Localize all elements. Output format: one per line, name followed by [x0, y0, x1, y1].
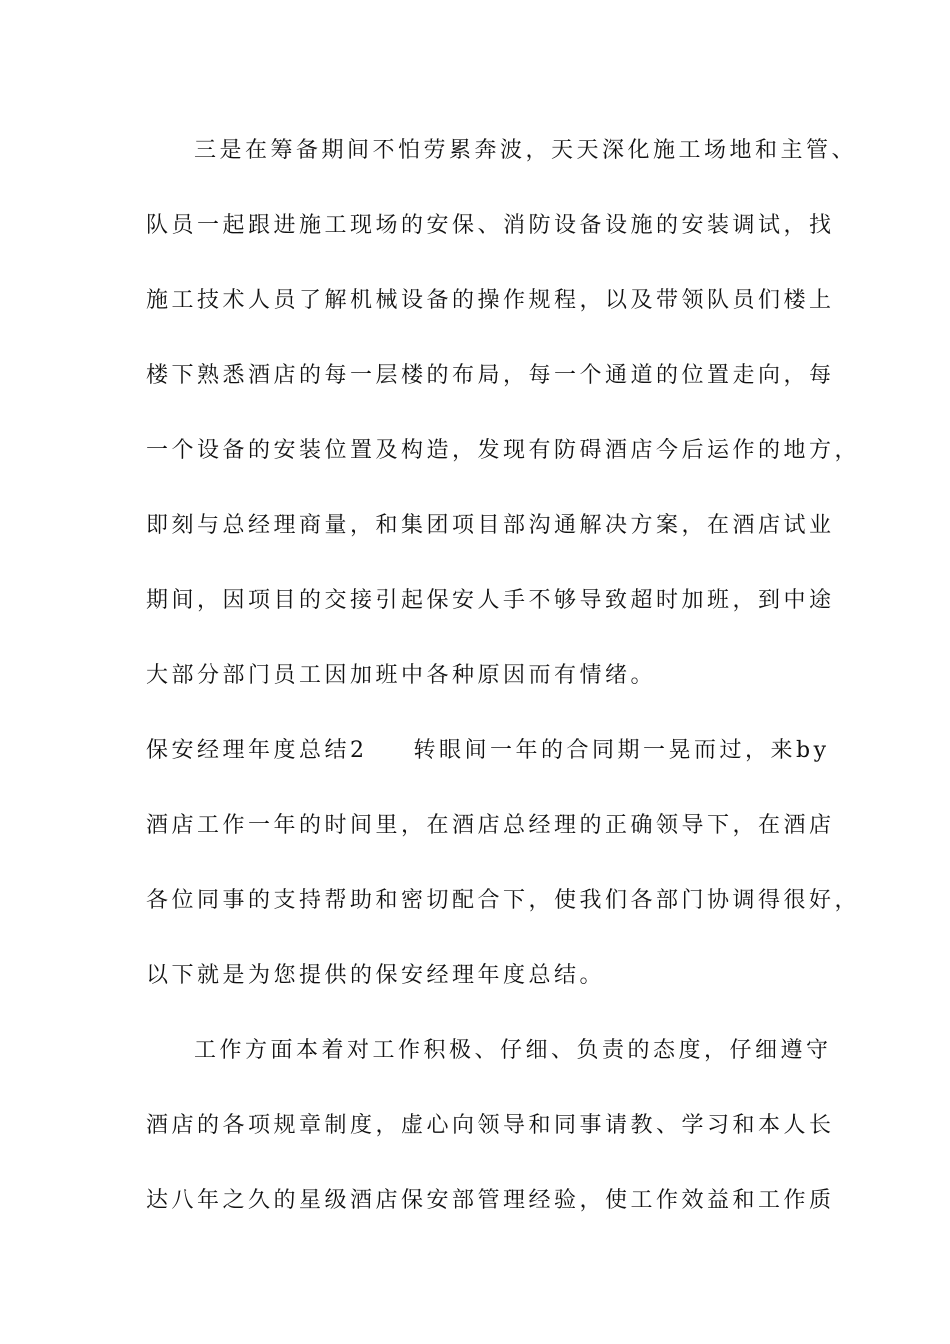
text-line: 各位同事的支持帮助和密切配合下，使我们各部门协调得很好， — [146, 888, 861, 913]
section-first-text: 转眼间一年的合同期一晃而过，来by — [413, 738, 830, 763]
section-heading-line — [146, 737, 836, 765]
text-line: 楼下熟悉酒店的每一层楼的布局，每一个通道的位置走向，每 — [146, 363, 835, 388]
text-line: 三是在筹备期间不怕劳累奔波，天天深化施工场地和主管、 — [194, 138, 858, 163]
text-line: 达八年之久的星级酒店保安部管理经验，使工作效益和工作质 — [146, 1188, 835, 1213]
text-line: 一个设备的安装位置及构造，发现有防碍酒店今后运作的地方， — [146, 438, 861, 463]
text-line: 施工技术人员了解机械设备的操作规程，以及带领队员们楼上 — [146, 288, 835, 313]
text-line: 队员一起跟进施工现场的安保、消防设备设施的安装调试，找 — [146, 213, 835, 238]
text-line: 即刻与总经理商量，和集团项目部沟通解决方案，在酒店试业 — [146, 513, 835, 538]
text-line: 工作方面本着对工作积极、仔细、负责的态度，仔细遵守 — [194, 1038, 832, 1063]
text-line: 酒店工作一年的时间里，在酒店总经理的正确领导下，在酒店 — [146, 813, 835, 838]
text-line: 以下就是为您提供的保安经理年度总结。 — [146, 963, 606, 988]
text-line: 期间，因项目的交接引起保安人手不够导致超时加班，到中途 — [146, 588, 835, 613]
text-line: 酒店的各项规章制度，虚心向领导和同事请教、学习和本人长 — [146, 1113, 835, 1138]
section-title: 保安经理年度总结2 — [146, 738, 368, 763]
text-line: 大部分部门员工因加班中各种原因而有情绪。 — [146, 663, 657, 688]
